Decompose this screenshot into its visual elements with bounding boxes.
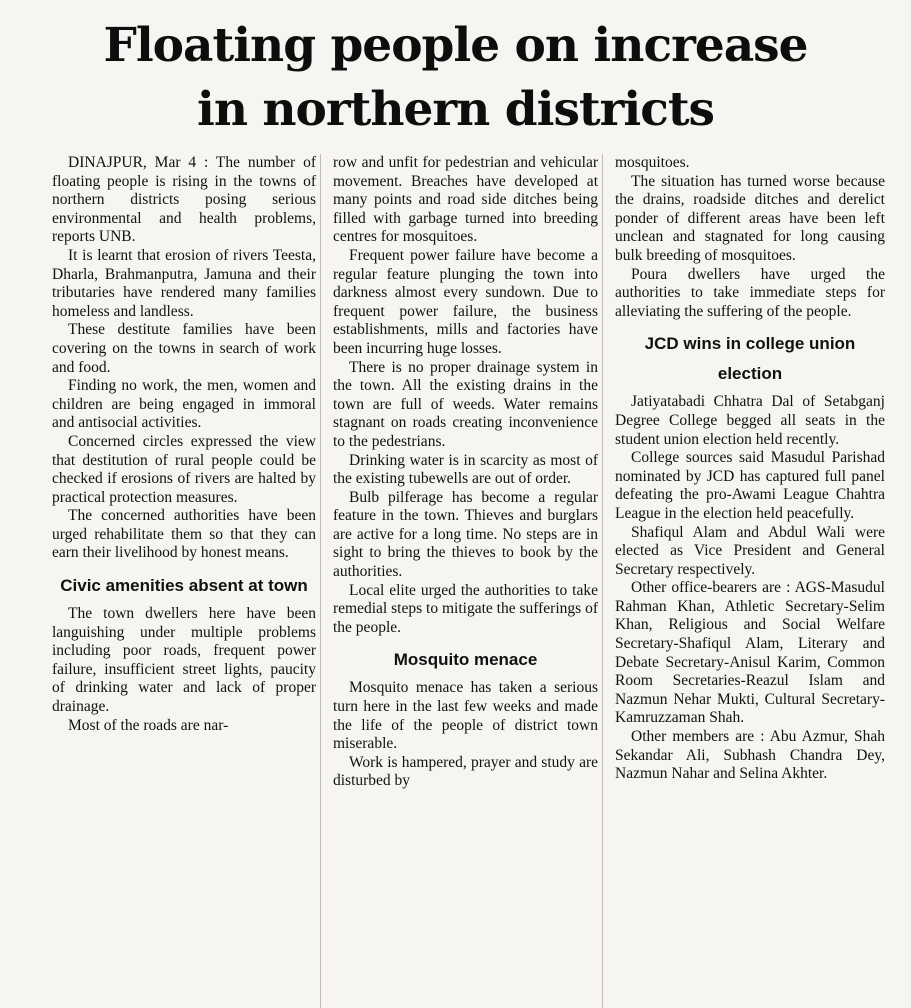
paragraph: Most of the roads are nar-	[68, 716, 229, 734]
column-3	[602, 154, 889, 1008]
paragraph: Mosquito menace has taken a serious turn here in the last few weeks and made the life of the people of district town miserable.	[333, 679, 598, 753]
paragraph: Local elite urged the authorities to take remedial steps to mitigate the sufferings of the people.	[333, 581, 598, 636]
paragraph: It is learnt that erosion of rivers Teesta, Dharla, Brahmanputra, Jamuna and their tributaries have rendered many families homeless and landless.	[52, 246, 316, 320]
paragraph: Shafiqul Alam and Abdul Wali were elected as Vice President and General Secretary respectively.	[615, 523, 885, 578]
paragraph: The concerned authorities have been urged rehabilitate them so that they can earn their livelihood by honest means.	[52, 507, 316, 562]
article-columns	[48, 154, 889, 1008]
paragraph: Frequent power failure have become a regular feature plunging the town into darkness almost every sundown. Due to frequent power failure, the business establishments, mills and factories have been incurring huge losses.	[333, 246, 598, 357]
headline	[0, 0, 911, 142]
paragraph: Concerned circles expressed the view that destitution of rural people could be checked if erosions of rivers are halted by practical protection measures.	[52, 432, 316, 506]
paragraph: Bulb pilferage has become a regular feature in the town. Thieves and burglars are active for a long time. No steps are in sight to bring the thieves to book by the authorities.	[333, 488, 598, 581]
paragraph: Poura dwellers have urged the authorities to take immediate steps for alleviating the suffering of the people.	[615, 265, 885, 320]
paragraph: DINAJPUR, Mar 4 : The number of floating people is rising in the towns of northern districts posing serious environmental and health problems, reports UNB.	[52, 154, 316, 246]
paragraph: The situation has turned worse because the drains, roadside ditches and derelict ponder of different areas have been left unclean and stagnated for long causing bulk breeding of mosquitoes.	[615, 172, 885, 264]
paragraph: row and unfit for pedestrian and vehicular movement. Breaches have developed at many points and road side ditches being filled with garbage turned into breeding centres for mosquitoes.	[333, 154, 598, 246]
paragraph: Finding no work, the men, women and children are being engaged in immoral and antisocial activities.	[52, 377, 316, 432]
paragraph: Work is hampered, prayer and study are disturbed by	[333, 753, 598, 790]
paragraph: Other office-bearers are : AGS-Masudul Rahman Khan, Athletic Secretary-Selim Khan, Religious and Social Welfare Secretary-Shafiqul Alam, Literary and Debate Secretary-Anisul Karim, Common Room Secretaries-Reazul Islam and Nazmun Nehar Mukti, Cultural Secretary-Kamruzzaman Shah.	[615, 579, 885, 727]
paragraph: The town dwellers here have been languishing under multiple problems including poor roads, frequent power failure, insufficient street lights, paucity of drinking water and lack of proper drainage.	[52, 605, 316, 716]
paragraph: Jatiyatabadi Chhatra Dal of Setabganj Degree College begged all seats in the student union election held recently.	[615, 393, 885, 448]
column-2	[320, 154, 602, 1008]
column-1	[48, 154, 320, 1008]
paragraph: Drinking water is in scarcity as most of the existing tubewells are out of order.	[333, 451, 598, 488]
paragraph: mosquitoes.	[615, 154, 690, 171]
paragraph: College sources said Masudul Parishad nominated by JCD has captured full panel defeating the pro-Awami League Chahtra League in the election held peacefully.	[615, 449, 885, 522]
paragraph: These destitute families have been covering on the towns in search of work and food.	[52, 321, 316, 376]
subheading-civic-amenities: Civic amenities absent at town	[60, 576, 308, 596]
subheading-jcd-wins: JCD wins in college union election	[644, 334, 856, 384]
paragraph: Other members are : Abu Azmur, Shah Sekandar Ali, Subhash Chandra Dey, Nazmun Nahar and Selina Akhter.	[615, 728, 885, 783]
headline-line-2: in northern districts	[196, 82, 715, 137]
subheading-mosquito-menace: Mosquito menace	[393, 650, 538, 670]
paragraph: There is no proper drainage system in the town. All the existing drains in the town are full of weeds. Water remains stagnant on roads creating inconvenience to the pedestrians.	[333, 358, 598, 450]
headline-line-1: Floating people on increase	[103, 18, 808, 73]
